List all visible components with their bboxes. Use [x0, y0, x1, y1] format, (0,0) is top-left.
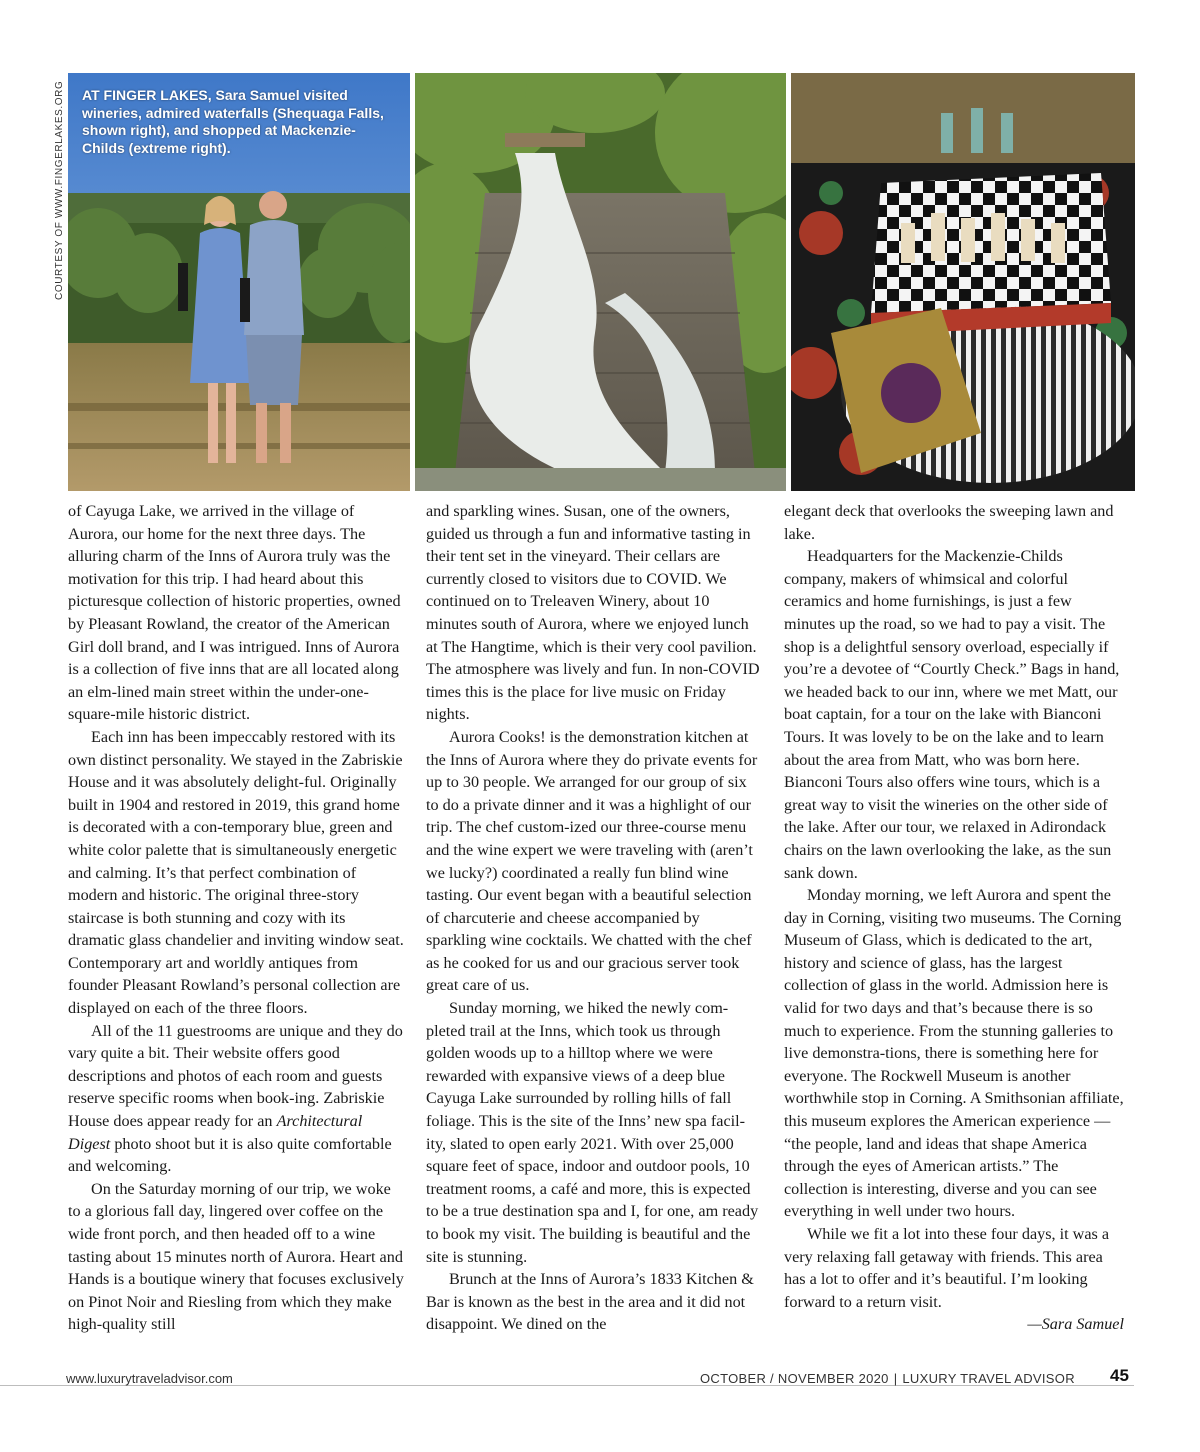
article-column-3 [784, 500, 1124, 1336]
waterfall-image [415, 73, 786, 491]
paragraph: elegant deck that overlooks the sweeping lawn and lake. [784, 502, 1114, 543]
article-column-1 [68, 500, 404, 1336]
paragraph: On the Saturday morning of our trip, we woke to a glorious fall day, lingered over coffee on the wide front porch, and then headed off to a wine tasting about 15 minutes north of Aurora. Heart and Hands is a boutique winery that focuses exclusively on Pinot Noir and Riesling from which they make high-quality still [68, 1179, 404, 1334]
paragraph: Brunch at the Inns of Aurora’s 1833 Kitchen & Bar is known as the best in the area and it did not disappoint. We dined on the [426, 1270, 754, 1334]
paragraph: Aurora Cooks! is the demonstration kitchen at the Inns of Aurora where they do private events for up to 30 people. We arranged for our group of six to do a private dinner and it was a highlight of our trip. The chef custom-ized our three-course menu and the wine expert we were traveling with (aren’t we lucky?) coordinated a really fun blind wine tasting. Our event began with a beautiful selection of charcuterie and cheese accompanied by sparkling wine cocktails. We chatted with the chef as he cooked for us and our gracious server took great care of us. [426, 727, 758, 995]
page-number: 45 [1110, 1366, 1129, 1385]
issue-date: OCTOBER / NOVEMBER 2020 [700, 1371, 889, 1386]
author-byline: —Sara Samuel [1027, 1315, 1124, 1334]
footer-issue [700, 1371, 1075, 1397]
paragraph: Headquarters for the Mackenzie-Childs company, makers of whimsical and colorful ceramics and home furnishings, is just a few minutes up the road, so we had to pay a visit. The shop is a delightful sensory overload, especially if you’re a devotee of “Courtly Check.” Bags in hand, we headed back to our inn, where we met Matt, our boat captain, for a tour on the lake with Bianconi Tours. It was lovely to be on the lake and to learn about the area from Matt, who was born here. Bianconi Tours also offers wine tours, which is a great way to visit the wineries on the other side of the lake. After our tour, we relaxed in Adirondack chairs on the lawn overlooking the lake, as the sun sank down. [784, 547, 1120, 882]
photo-chess-board-shop [791, 73, 1135, 491]
footer-separator: | [893, 1371, 898, 1386]
paragraph: Sunday morning, we hiked the newly com-pleted trail at the Inns, which took us through golden woods up to a hilltop where we were rewarded with expansive views of a deep blue Cayuga Lake surrounded by rolling hills of fall foliage. This is the site of the Inns’ new spa facil-ity, slated to open early 2021. With over 25,000 square feet of space, indoor and outdoor pools, 10 treatment rooms, a café and more, this is expected to be a true destination spa and I, for one, am ready to book my visit. The building is beautiful and the site is stunning. [426, 999, 759, 1266]
caption-lead: AT FINGER LAKES, [82, 87, 212, 103]
publication-title-italic: Architectural Digest [68, 1112, 363, 1153]
paragraph: All of the 11 guestrooms are unique and they do vary quite a bit. Their website offers good descriptions and photos of each room and guests reserve specific rooms when book-ing. Zabriskie House does appear ready for an Architectural Digest photo shoot but it is also quite comfortable and welcoming. [68, 1021, 403, 1176]
paragraph: Monday morning, we left Aurora and spent the day in Corning, visiting two museums. The Corning Museum of Glass, which is dedicated to the art, history and science of glass, has the largest collection of glass in the world. Admission here is valid for two days and that’s because there is so much to experience. From the stunning galleries to live demonstra-tions, there is something here for everyone. The Rockwell Museum is another worthwhile stop in Corning. A Smithsonian affiliate, this museum explores the American experience — “the people, land and ideas that shape America through the eyes of American artists.” The collection is interesting, diverse and you can see everything in well under two hours. [784, 886, 1124, 1221]
photo-credit: COURTESY OF WWW.FINGERLAKES.ORG [54, 80, 65, 300]
chess-board-image [791, 73, 1135, 491]
paragraph: Each inn has been impeccably restored with its own distinct personality. We stayed in the Zabriskie House and it was absolutely delight-ful. Originally built in 1904 and restored in 2019, this grand home is decorated with a con-temporary blue, green and white color palette that is simultaneously energetic and calming. It’s that perfect combination of modern and historic. The original three-story staircase is both stunning and cozy with its dramatic glass chandelier and inviting window seat. Contemporary art and worldly antiques from founder Pleasant Rowland’s personal collection are displayed on each of the three floors. [68, 727, 404, 1018]
caption-text: Sara Samuel visited wineries, admired waterfalls (Shequaga Falls, shown right), and shopped at Mackenzie-Childs (extreme right). [82, 87, 384, 156]
publication-name: LUXURY TRAVEL ADVISOR [902, 1371, 1075, 1386]
footer-url[interactable]: www.luxurytraveladvisor.com [66, 1371, 233, 1386]
paragraph: While we fit a lot into these four days, it was a very relaxing fall getaway with friends. This area has a lot to offer and it’s beautiful. I’m looking forward to a return visit. [784, 1225, 1110, 1311]
paragraph: and sparkling wines. Susan, one of the owners, guided us through a fun and informative tasting in their tent set in the vineyard. Their cellars are currently closed to visitors due to COVID. We continued on to Treleaven Winery, about 10 minutes south of Aurora, where we enjoyed lunch at The Hangtime, which is their very cool pavilion. The atmosphere was lively and fun. In non-COVID times this is the place for live music on Friday nights. [426, 502, 760, 724]
paragraph: of Cayuga Lake, we arrived in the village of Aurora, our home for the next three days. The alluring charm of the Inns of Aurora truly was the motivation for this trip. I had heard about this picturesque collection of historic properties, owned by Pleasant Rowland, the creator of the American Girl doll brand, and I was intrigued. Inns of Aurora is a collection of five inns that are all located along an elm-lined main street within the under-one-square-mile historic district. [68, 502, 401, 724]
photo-caption [82, 87, 392, 157]
photo-waterfall [415, 73, 786, 491]
article-column-2 [426, 500, 762, 1336]
